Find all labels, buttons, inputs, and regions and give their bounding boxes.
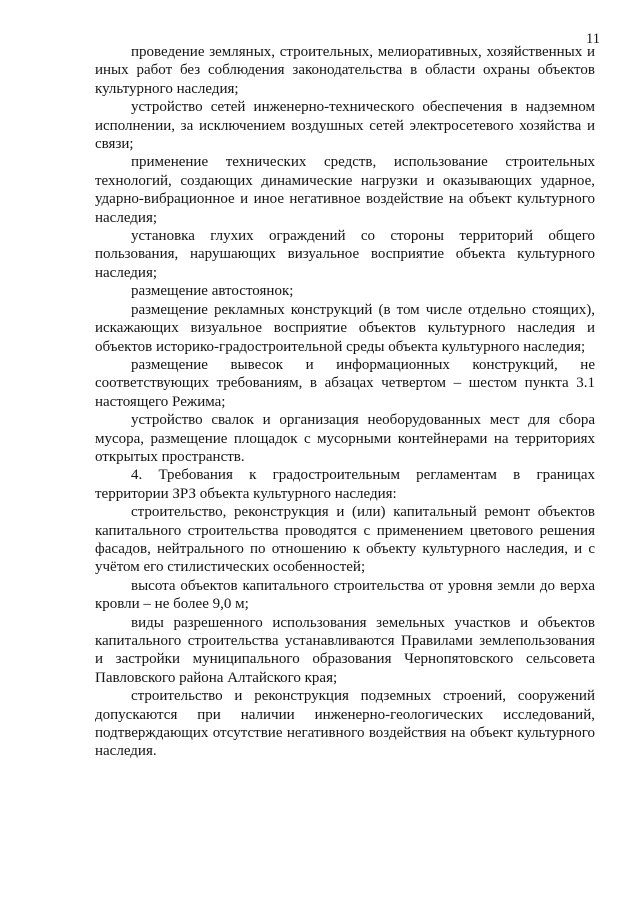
paragraph-dumps: устройство свалок и организация необорудованных мест для сбора мусора, размещение площадок с мусорными контейнерами на территориях открытых пространств.: [95, 412, 595, 465]
paragraph-advertising: размещение рекламных конструкций (в том числе отдельно стоящих), искажающих визуальное восприятие объектов культурного наследия и объектов историко-градостроительной среды объекта культурного наследия;: [95, 301, 595, 355]
paragraph-height-limit: высота объектов капитального строительства от уровня земли до верха кровли – не более 9,0 м;: [95, 577, 595, 613]
paragraph-facade-color: строительство, реконструкция и (или) капитальный ремонт объектов капитального строительства проводятся с применением цветового решения фасадов, нейтрального по отношению к объекту культурного наследия, и с учётом его стилистических особенностей;: [95, 504, 595, 576]
paragraph-signboards: размещение вывесок и информационных конструкций, не соответствующих требованиям, в абзацах четвертом – шестом пункта 3.1 настоящего Режима;: [95, 356, 595, 410]
paragraph-parking: размещение автостоянок;: [131, 283, 294, 300]
paragraph-blank-fences: установка глухих ограждений со стороны территорий общего пользования, нарушающих визуальное восприятие объекта культурного наследия;: [95, 228, 595, 281]
paragraph-engineering-networks: устройство сетей инженерно-технического обеспечения в надземном исполнении, за исключением воздушных сетей электросетевого хозяйства и связи;: [95, 99, 595, 153]
paragraph-technical-means: применение технических средств, использование строительных технологий, создающих динамические нагрузки и оказывающих ударное, ударно-вибрационное и иное негативное воздействие на объект культурного наследия;: [95, 154, 595, 226]
document-body: [95, 43, 595, 761]
paragraph-earthworks: проведение земляных, строительных, мелиоративных, хозяйственных и иных работ без соблюдения законодательства в области охраны объектов культурного наследия;: [95, 44, 595, 97]
page-number: 11: [586, 31, 600, 47]
paragraph-permitted-use: виды разрешенного использования земельных участков и объектов капитального строительства устанавливаются Правилами землепользования и застройки муниципального образования Чернопятовского сельсовета Павловского района Алтайского края;: [95, 614, 595, 686]
paragraph-underground: строительство и реконструкция подземных строений, сооружений допускаются при наличии инженерно-геологических исследований, подтверждающих отсутствие негативного воздействия на объект культурного наследия.: [95, 688, 595, 760]
paragraph-section-4-heading: 4. Требования к градостроительным регламентам в границах территории ЗРЗ объекта культурного наследия:: [95, 467, 595, 502]
